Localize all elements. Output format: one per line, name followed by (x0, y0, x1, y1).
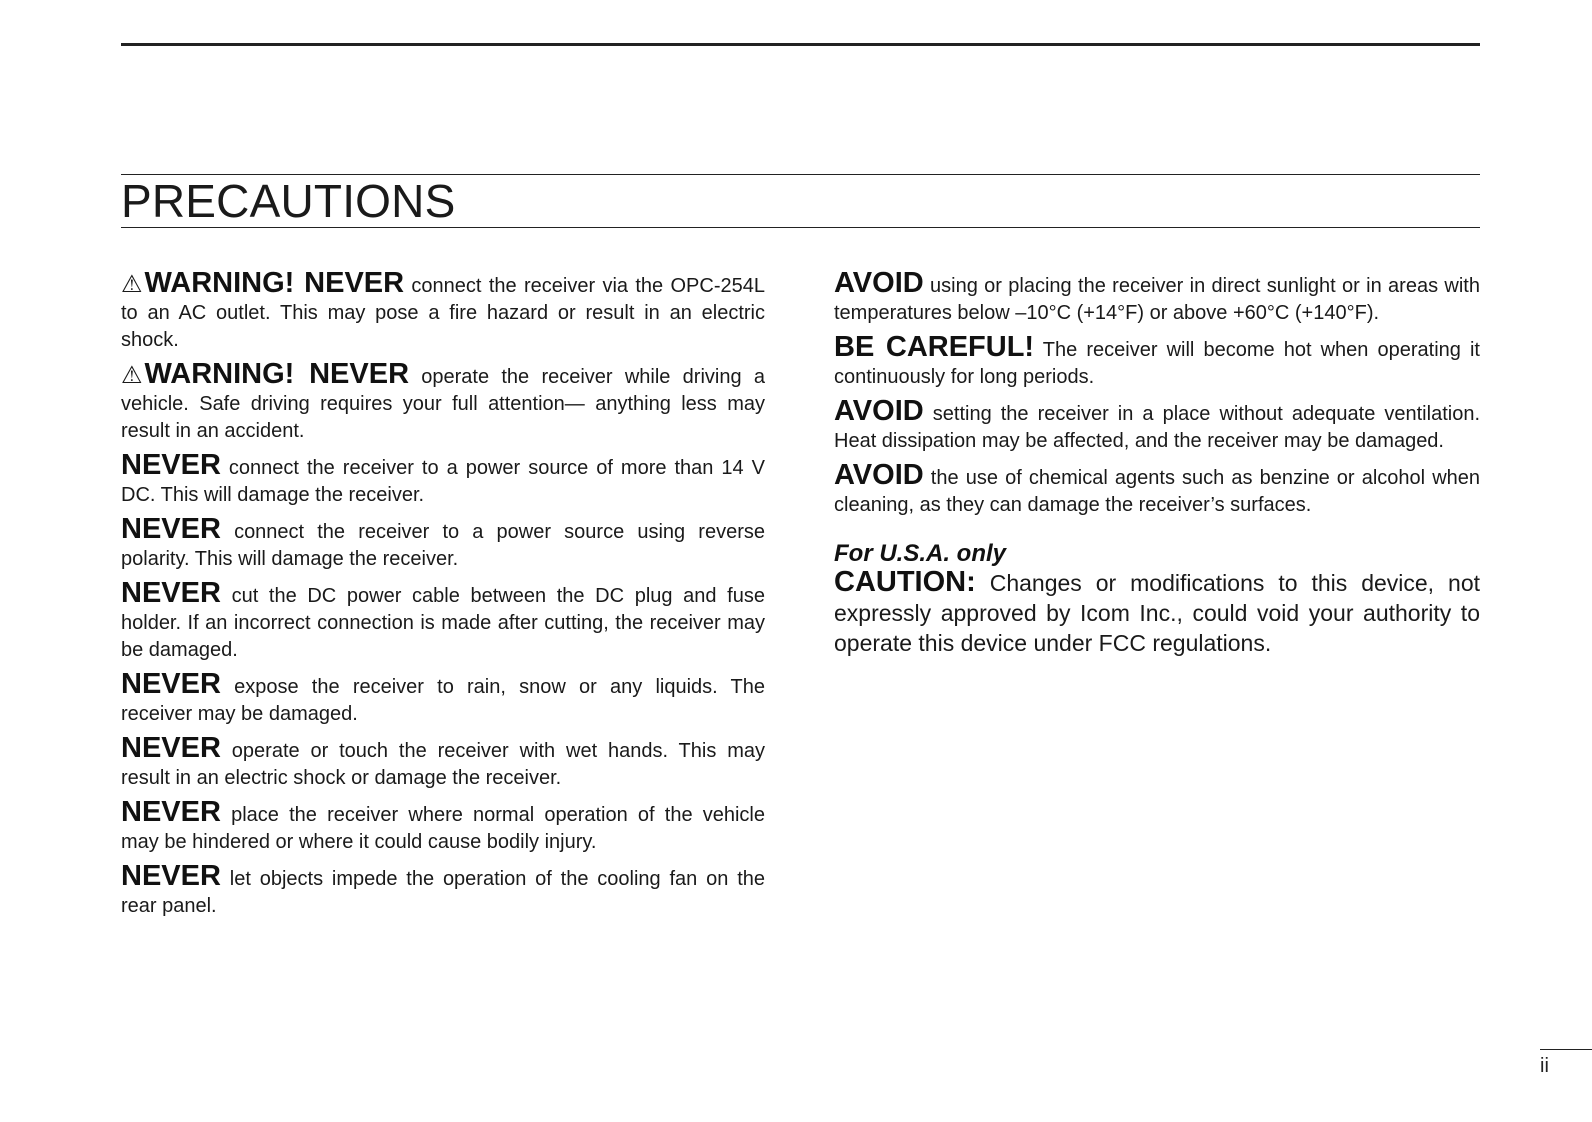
precaution-text: connect the receiver via the OPC-254L to an AC outlet. This may pose a fire hazard or result in an electric shock. (121, 275, 765, 351)
precaution-text: setting the receiver in a place without adequate ventilation. Heat dissipation may be affected, and the receiver may be damaged. (834, 403, 1480, 452)
precaution-text: connect the receiver to a power source of more than 14 V DC. This will damage the receiver. (121, 457, 765, 506)
usa-notice (834, 541, 1480, 658)
precaution-item (121, 449, 765, 509)
precaution-text: let objects impede the operation of the cooling fan on the rear panel. (121, 868, 765, 917)
caution-text: Changes or modifications to this device, not expressly approved by Icom Inc., could void your authority to operate this device under FCC regulations. (834, 570, 1480, 656)
page-number: ii (1540, 1055, 1549, 1077)
page-title: PRECAUTIONS (121, 175, 456, 227)
precaution-text: the use of chemical agents such as benzine or alcohol when cleaning, as they can damage the receiver’s surfaces. (834, 467, 1480, 516)
precaution-item (834, 459, 1480, 519)
left-column (121, 267, 765, 927)
precaution-keyword: NEVER (121, 860, 221, 892)
precaution-keyword: NEVER (121, 796, 221, 828)
precaution-text: The receiver will become hot when operating it continuously for long periods. (834, 339, 1480, 388)
precaution-item (121, 668, 765, 728)
precaution-item (834, 267, 1480, 327)
precaution-item (834, 331, 1480, 391)
precaution-keyword: BE CAREFUL! (834, 331, 1035, 363)
precaution-text: cut the DC power cable between the DC plug and fuse holder. If an incorrect connection is made after cutting, the receiver may be damaged. (121, 585, 765, 661)
precaution-text: connect the receiver to a power source using reverse polarity. This will damage the receiver. (121, 521, 765, 570)
precaution-keyword: AVOID (834, 459, 924, 491)
precaution-keyword: WARNING! NEVER (144, 267, 405, 299)
precaution-text: operate or touch the receiver with wet hands. This may result in an electric shock or damage the receiver. (121, 740, 765, 789)
precaution-item (121, 358, 765, 445)
precaution-keyword: AVOID (834, 267, 924, 299)
page-number-rule (1540, 1049, 1592, 1050)
precaution-item (121, 796, 765, 856)
precaution-text: operate the receiver while driving a vehicle. Safe driving requires your full attention— anything less may result in an accident. (121, 366, 765, 442)
warning-triangle-icon: ⚠ (121, 362, 143, 389)
precaution-text: expose the receiver to rain, snow or any liquids. The receiver may be damaged. (121, 676, 765, 725)
precaution-keyword: WARNING! NEVER (144, 358, 410, 390)
precaution-item (121, 732, 765, 792)
caution-keyword: CAUTION: (834, 566, 976, 598)
precaution-keyword: AVOID (834, 395, 924, 427)
precaution-item (121, 513, 765, 573)
precaution-item (121, 267, 765, 354)
top-rule (121, 43, 1480, 46)
precaution-item (121, 577, 765, 664)
precaution-keyword: NEVER (121, 577, 221, 609)
title-rule-bottom (121, 227, 1480, 228)
precaution-text: place the receiver where normal operation of the vehicle may be hindered or where it could cause bodily injury. (121, 804, 765, 853)
warning-triangle-icon: ⚠ (121, 271, 143, 298)
precaution-item (121, 860, 765, 920)
precaution-keyword: NEVER (121, 732, 221, 764)
right-column (834, 267, 1480, 658)
precaution-item (834, 395, 1480, 455)
precaution-keyword: NEVER (121, 449, 221, 481)
fcc-caution (834, 567, 1480, 658)
precaution-text: using or placing the receiver in direct sunlight or in areas with temperatures below –10°C (+14°F) or above +60°C (+140°F). (834, 275, 1480, 324)
precaution-keyword: NEVER (121, 513, 221, 545)
precaution-keyword: NEVER (121, 668, 221, 700)
usa-notice-heading: For U.S.A. only (834, 540, 1007, 567)
